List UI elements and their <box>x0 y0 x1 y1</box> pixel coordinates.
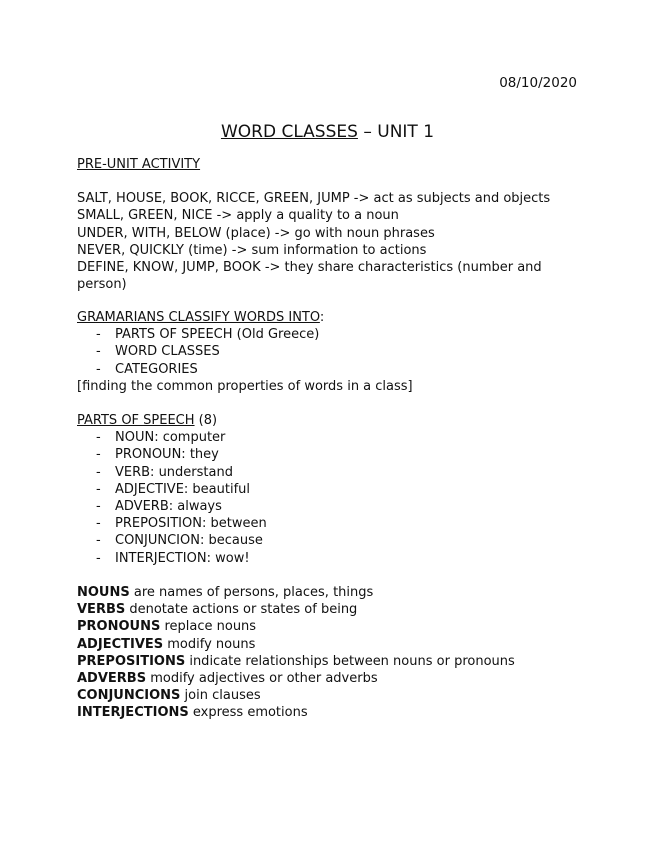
definition-line <box>77 584 562 601</box>
pre-unit-line: DEFINE, KNOW, JUMP, BOOK -> they share characteristics (number and person) <box>77 260 542 293</box>
list-item <box>77 550 562 567</box>
list-item-text: INTERJECTION: wow! <box>115 550 250 566</box>
definition-term: ADJECTIVES <box>77 636 164 652</box>
list-item-text: CONJUNCION: because <box>115 533 263 549</box>
list-item <box>77 361 562 378</box>
document-date: 08/10/2020 <box>499 75 577 91</box>
definition-line <box>77 618 562 635</box>
pre-unit-line: SALT, HOUSE, BOOK, RICCE, GREEN, JUMP -> act as subjects and objects <box>77 191 551 207</box>
definition-text: denotate actions or states of being <box>125 602 358 618</box>
classify-heading-colon: : <box>319 310 325 325</box>
list-item <box>77 343 562 360</box>
definition-term: PREPOSITIONS <box>77 653 186 669</box>
definition-text: modify nouns <box>163 636 256 652</box>
definition-text: indicate relationships between nouns or pronouns <box>185 653 515 669</box>
classify-note: [finding the common properties of words in a class] <box>77 378 413 394</box>
list-item <box>77 515 562 532</box>
parts-heading-text: PARTS OF SPEECH <box>77 413 195 428</box>
list-item-text: PARTS OF SPEECH (Old Greece) <box>115 327 320 343</box>
list-item-text: ADVERB: always <box>115 499 222 515</box>
classify-heading <box>77 309 562 326</box>
parts-count: (8) <box>194 413 218 428</box>
list-item <box>77 429 562 446</box>
classify-heading-text: GRAMARIANS CLASSIFY WORDS INTO <box>77 310 320 325</box>
definition-term: INTERJECTIONS <box>77 705 189 721</box>
list-dash: - <box>96 464 101 480</box>
list-dash: - <box>96 550 101 566</box>
list-item-text: WORD CLASSES <box>115 344 220 360</box>
list-item <box>77 532 562 549</box>
definition-text: replace nouns <box>160 619 257 635</box>
definition-line <box>77 601 562 618</box>
pre-unit-line: NEVER, QUICKLY (time) -> sum information to actions <box>77 242 427 258</box>
definition-line <box>77 687 562 704</box>
definition-term: CONJUNCIONS <box>77 688 181 704</box>
definition-text: express emotions <box>188 705 308 721</box>
definitions-section <box>77 584 562 722</box>
parts-heading <box>77 412 562 429</box>
list-item-text: PREPOSITION: between <box>115 516 267 532</box>
list-dash: - <box>96 447 101 463</box>
list-item-text: ADJECTIVE: beautiful <box>115 481 251 497</box>
definition-line <box>77 704 562 721</box>
list-item <box>77 464 562 481</box>
title-main: WORD CLASSES <box>220 122 358 142</box>
pre-unit-section <box>77 156 562 293</box>
pre-unit-line: UNDER, WITH, BELOW (place) -> go with noun phrases <box>77 225 435 241</box>
list-item <box>77 446 562 463</box>
list-dash: - <box>96 481 101 497</box>
title-rest: – UNIT 1 <box>357 122 435 142</box>
list-item <box>77 498 562 515</box>
definition-text: join clauses <box>180 688 261 704</box>
list-dash: - <box>96 361 101 377</box>
pre-unit-heading: PRE-UNIT ACTIVITY <box>77 157 201 172</box>
list-item-text: CATEGORIES <box>115 361 198 377</box>
list-dash: - <box>96 430 101 446</box>
list-dash: - <box>96 516 101 532</box>
definition-line <box>77 670 562 687</box>
list-item <box>77 326 562 343</box>
list-item <box>77 481 562 498</box>
definition-line <box>77 653 562 670</box>
definition-text: are names of persons, places, things <box>129 585 374 600</box>
list-dash: - <box>96 533 101 549</box>
definition-term: PRONOUNS <box>77 619 161 635</box>
definition-term: VERBS <box>77 602 126 618</box>
list-dash: - <box>96 327 101 343</box>
list-item-text: PRONOUN: they <box>115 447 219 463</box>
list-dash: - <box>96 499 101 515</box>
definition-term: ADVERBS <box>77 671 147 687</box>
definition-text: modify adjectives or other adverbs <box>146 671 378 687</box>
definition-line <box>77 636 562 653</box>
list-item-text: NOUN: computer <box>115 430 226 446</box>
list-item-text: VERB: understand <box>115 464 233 480</box>
parts-of-speech-section <box>77 412 562 567</box>
definition-term: NOUNS <box>77 585 130 600</box>
document-title <box>0 121 655 143</box>
pre-unit-line: SMALL, GREEN, NICE -> apply a quality to a noun <box>77 208 399 224</box>
list-dash: - <box>96 344 101 360</box>
classify-section <box>77 309 562 395</box>
